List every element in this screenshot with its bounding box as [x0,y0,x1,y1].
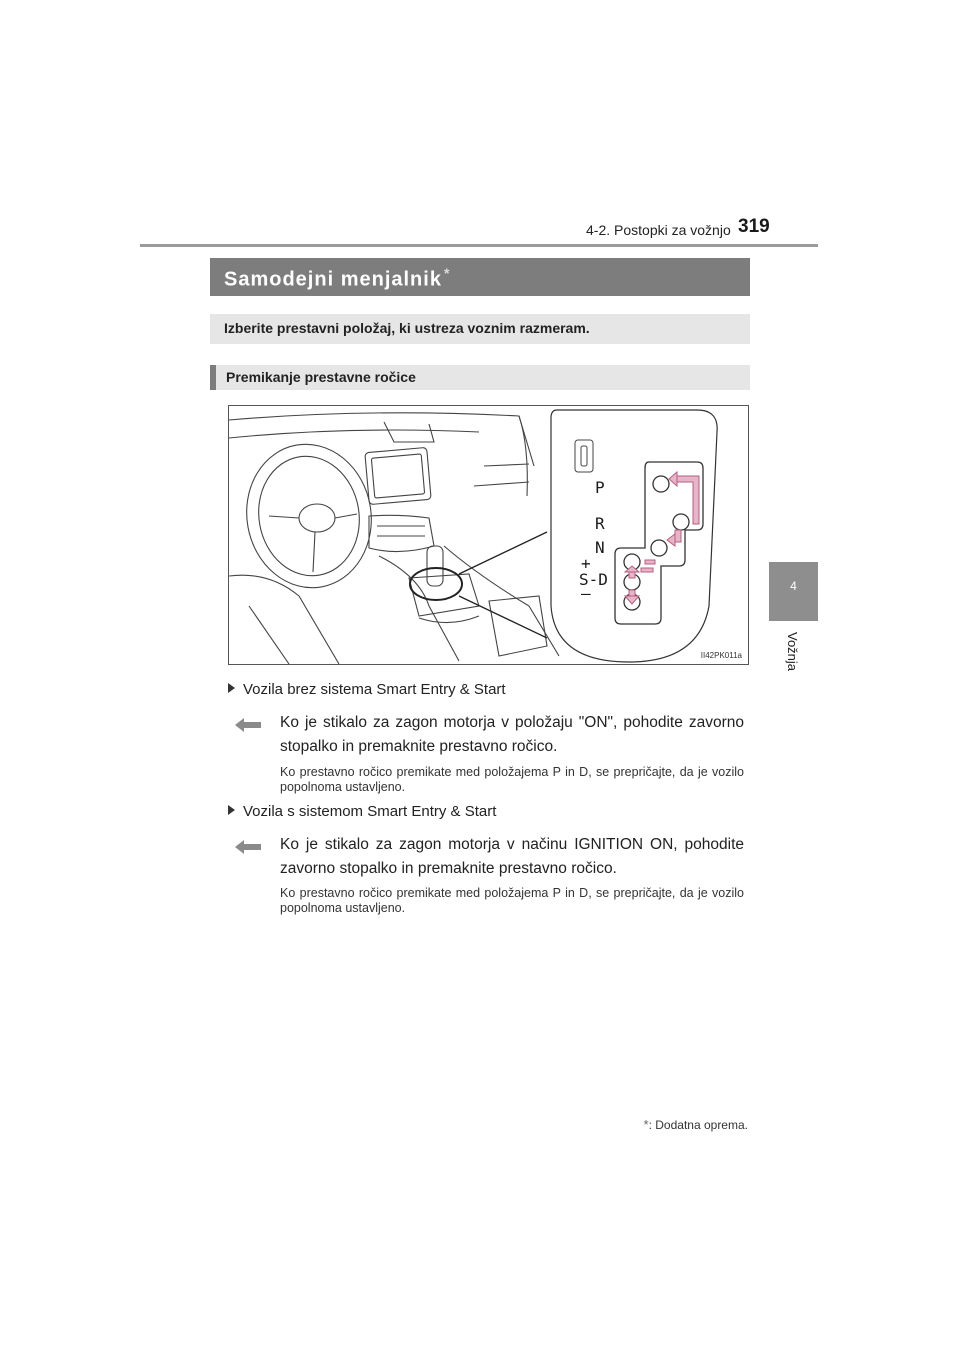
gate-label-plus: + [581,554,591,573]
gate-label-minus: – [581,584,591,603]
gate-label-sd: S-D [579,570,608,589]
gate-label-p: P [595,478,605,497]
step-text: Ko je stikalo za zagon motorja v načinu IGNITION ON, pohodite zavorno stopalko in premaknite prestavno ročico. [280,836,744,877]
chapter-tab [769,562,818,621]
step-note: Ko prestavno ročico premikate med položajema P in D, se prepričajte, da je vozilo popolnoma ustavljeno. [280,765,744,794]
header-section-title: 4-2. Postopki za vožnjo [586,222,731,238]
step-text: Ko je stikalo za zagon motorja v položaju "ON", pohodite zavorno stopalko in premaknite prestavno ročico. [280,714,744,755]
section-title [224,265,450,292]
dashboard-illustration [229,406,749,665]
footnote-text: : Dodatna oprema. [648,1118,748,1132]
chapter-label: Vožnja [785,632,800,672]
subheading-text: Premikanje prestavne ročice [226,369,416,385]
step-arrow-icon [235,718,261,732]
optional-asterisk: * [643,1117,649,1132]
section-title-text: Samodejni menjalnik [224,268,442,291]
section-heading: Vozila s sistemom Smart Entry & Start [228,803,496,820]
section-title-bar [210,258,750,296]
step-note: Ko prestavno ročico premikate med položajema P in D, se prepričajte, da je vozilo popolnoma ustavljeno. [280,886,744,915]
subheading-bar [210,365,750,390]
figure-code: II42PK011a [700,651,742,660]
shift-lever-figure [228,405,749,665]
triangle-bullet-icon [228,683,235,693]
section-heading: Vozila brez sistema Smart Entry & Start [228,681,506,698]
triangle-bullet-icon [228,805,235,815]
intro-text: Izberite prestavni položaj, ki ustreza voznim razmeram. [224,320,590,336]
optional-asterisk: * [443,265,451,281]
footnote [644,1117,748,1132]
gate-label-r: R [595,514,605,533]
gate-label-n: N [595,538,605,557]
page-number: 319 [738,216,770,237]
header-rule [140,244,818,247]
intro-bar [210,314,750,344]
chapter-number: 4 [790,579,797,593]
step-arrow-icon [235,840,261,854]
